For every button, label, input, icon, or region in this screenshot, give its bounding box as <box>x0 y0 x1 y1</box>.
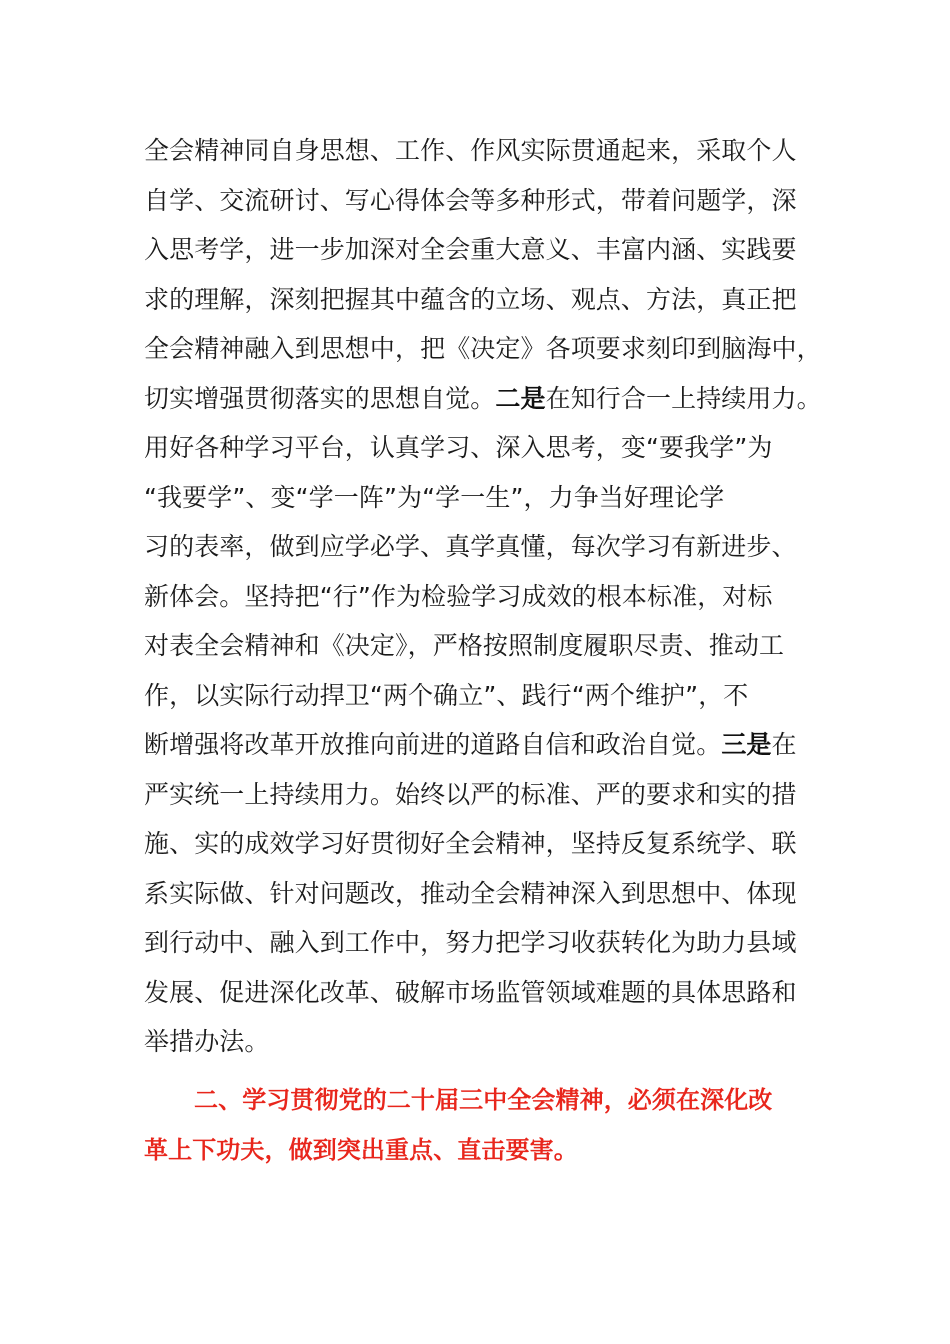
line-text: 在知行合一上持续用力。 <box>545 383 822 413</box>
paragraph-line: 发展、促进深化改革、破解市场监管领域难题的具体思路和 <box>144 977 797 1007</box>
paragraph-line <box>144 720 824 770</box>
paragraph-line: 全会精神同自身思想、工作、作风实际贯通起来，采取个人 <box>144 136 797 165</box>
paragraph-line: 自学、交流研讨、写心得体会等多种形式，带着问题学，深 <box>144 185 797 215</box>
paragraph-line: 用好各种学习平台，认真学习、深入思考，变“要我学”为 <box>144 433 773 462</box>
emphasis-marker: 二是 <box>495 383 546 413</box>
section-heading-line-2: 革上下功夫，做到突出重点、直击要害。 <box>144 1134 578 1164</box>
section-heading <box>144 1075 824 1174</box>
paragraph-line: 作，以实际行动捍卫“两个确立”、践行“两个维护”，不 <box>144 680 749 710</box>
paragraph-line: 对表全会精神和《决定》，严格按照制度履职尽责、推动工 <box>144 631 785 660</box>
paragraph-line: 到行动中、融入到工作中，努力把学习收获转化为助力县域 <box>144 928 797 957</box>
section-heading-line-1: 二、学习贯彻党的二十届三中全会精神，必须在深化改 <box>194 1085 773 1114</box>
paragraph-line: “我要学”、变“学一阵”为“学一生”，力争当好理论学 <box>144 482 725 512</box>
paragraph-line: 施、实的成效学习好贯彻好全会精神，坚持反复系统学、联 <box>144 829 797 858</box>
paragraph-line: 举措办法。 <box>144 1027 270 1056</box>
emphasis-marker: 三是 <box>721 730 772 759</box>
paragraph-line <box>144 374 824 424</box>
line-text: 断增强将改革开放推向前进的道路自信和政治自觉。 <box>144 730 722 759</box>
paragraph-line: 入思考学，进一步加深对全会重大意义、丰富内涵、实践要 <box>144 235 797 264</box>
line-text: 在 <box>771 730 797 759</box>
paragraph-line: 求的理解，深刻把握其中蕴含的立场、观点、方法，真正把 <box>144 284 797 314</box>
paragraph-line: 全会精神融入到思想中，把《决定》各项要求刻印到脑海中， <box>144 334 822 363</box>
paragraph-line: 新体会。坚持把“行”作为检验学习成效的根本标准，对标 <box>144 581 773 611</box>
line-text: 切实增强贯彻落实的思想自觉。 <box>144 383 496 413</box>
body-paragraph <box>144 126 824 1067</box>
paragraph-line: 严实统一上持续用力。始终以严的标准、严的要求和实的措 <box>144 779 797 809</box>
paragraph-line: 习的表率，做到应学必学、真学真懂，每次学习有新进步、 <box>144 532 797 561</box>
paragraph-line: 系实际做、针对问题改，推动全会精神深入到思想中、体现 <box>144 878 797 908</box>
